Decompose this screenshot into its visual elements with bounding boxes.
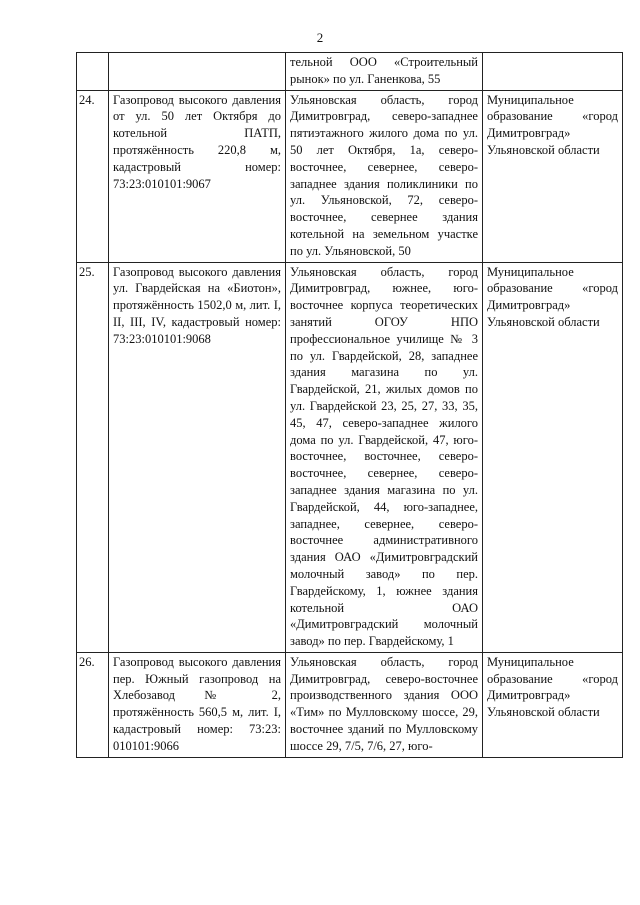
object-name-cell: Газопровод высокого давления ул. Гвардейская на «Биотон», протяжённость 1502,0 м, лит. I, II, III, IV, кадастровый номер: 73:23:010101:9068	[109, 262, 286, 652]
location-cell: Ульяновская область, город Димитровград, северо-западнее пятиэтажного жилого дома по ул. 50 лет Октября, 1а, северо-восточнее, севернее, северо-западнее здания поликлиники по ул. Ульяновской, 72, северо-восточнее, севернее здания котельной на земельном участке по ул. Ульяновской, 50	[286, 90, 483, 262]
location-cell: тельной ООО «Строительный рынок» по ул. Ганенкова, 55	[286, 53, 483, 91]
location-cell: Ульяновская область, город Димитровград, северо-восточнее производственного здания ООО «Тим» по Мулловскому шоссе, 29, восточнее зданий по Мулловскому шоссе 29, 7/5, 7/6, 27, юго-	[286, 652, 483, 757]
page-number: 2	[316, 30, 324, 45]
object-name-cell: Газопровод высокого давления пер. Южный газопровод на Хлебозавод № 2, протяжённость 560,5 м, лит. I, кадастровый номер: 73:23: 010101:9066	[109, 652, 286, 757]
owner-cell: Муниципальное образование «город Димитровград» Ульяновской области	[483, 652, 623, 757]
property-registry-table	[76, 52, 623, 758]
object-name-cell: Газопровод высокого давления от ул. 50 лет Октября до котельной ПАТП, протяжённость 220,8 м, кадастровый номер: 73:23:010101:9067	[109, 90, 286, 262]
owner-cell: Муниципальное образование «город Димитровград» Ульяновской области	[483, 262, 623, 652]
row-number-cell: 25.	[77, 262, 109, 652]
table-row	[77, 90, 623, 262]
owner-cell: Муниципальное образование «город Димитровград» Ульяновской области	[483, 90, 623, 262]
row-number-cell: 26.	[77, 652, 109, 757]
row-number-cell	[77, 53, 109, 91]
table-row	[77, 652, 623, 757]
owner-cell	[483, 53, 623, 91]
table-row	[77, 53, 623, 91]
table-row	[77, 262, 623, 652]
row-number-cell: 24.	[77, 90, 109, 262]
location-cell: Ульяновская область, город Димитровград, южнее, юго-восточнее корпуса теоретических занятий ОГОУ НПО профессиональное училище № 3 по ул. Гвардейской, 28, западнее здания магазина по ул. Гвардейской, 21, жилых домов по ул. Гвардейской 23, 25, 27, 33, 35, 45, 47, северо-западнее жилого дома по ул. Гвардейской, 47, юго-восточнее, восточнее, северо-восточнее, севернее, северо-западнее здания магазина по ул. Гвардейской, 44, юго-западнее, западнее, севернее, северо-восточнее административного здания ОАО «Димитровградский молочный завод» по пер. Гвардейскому, 1, южнее здания котельной ОАО «Димитровградский молочный завод» по пер. Гвардейскому, 1	[286, 262, 483, 652]
object-name-cell	[109, 53, 286, 91]
